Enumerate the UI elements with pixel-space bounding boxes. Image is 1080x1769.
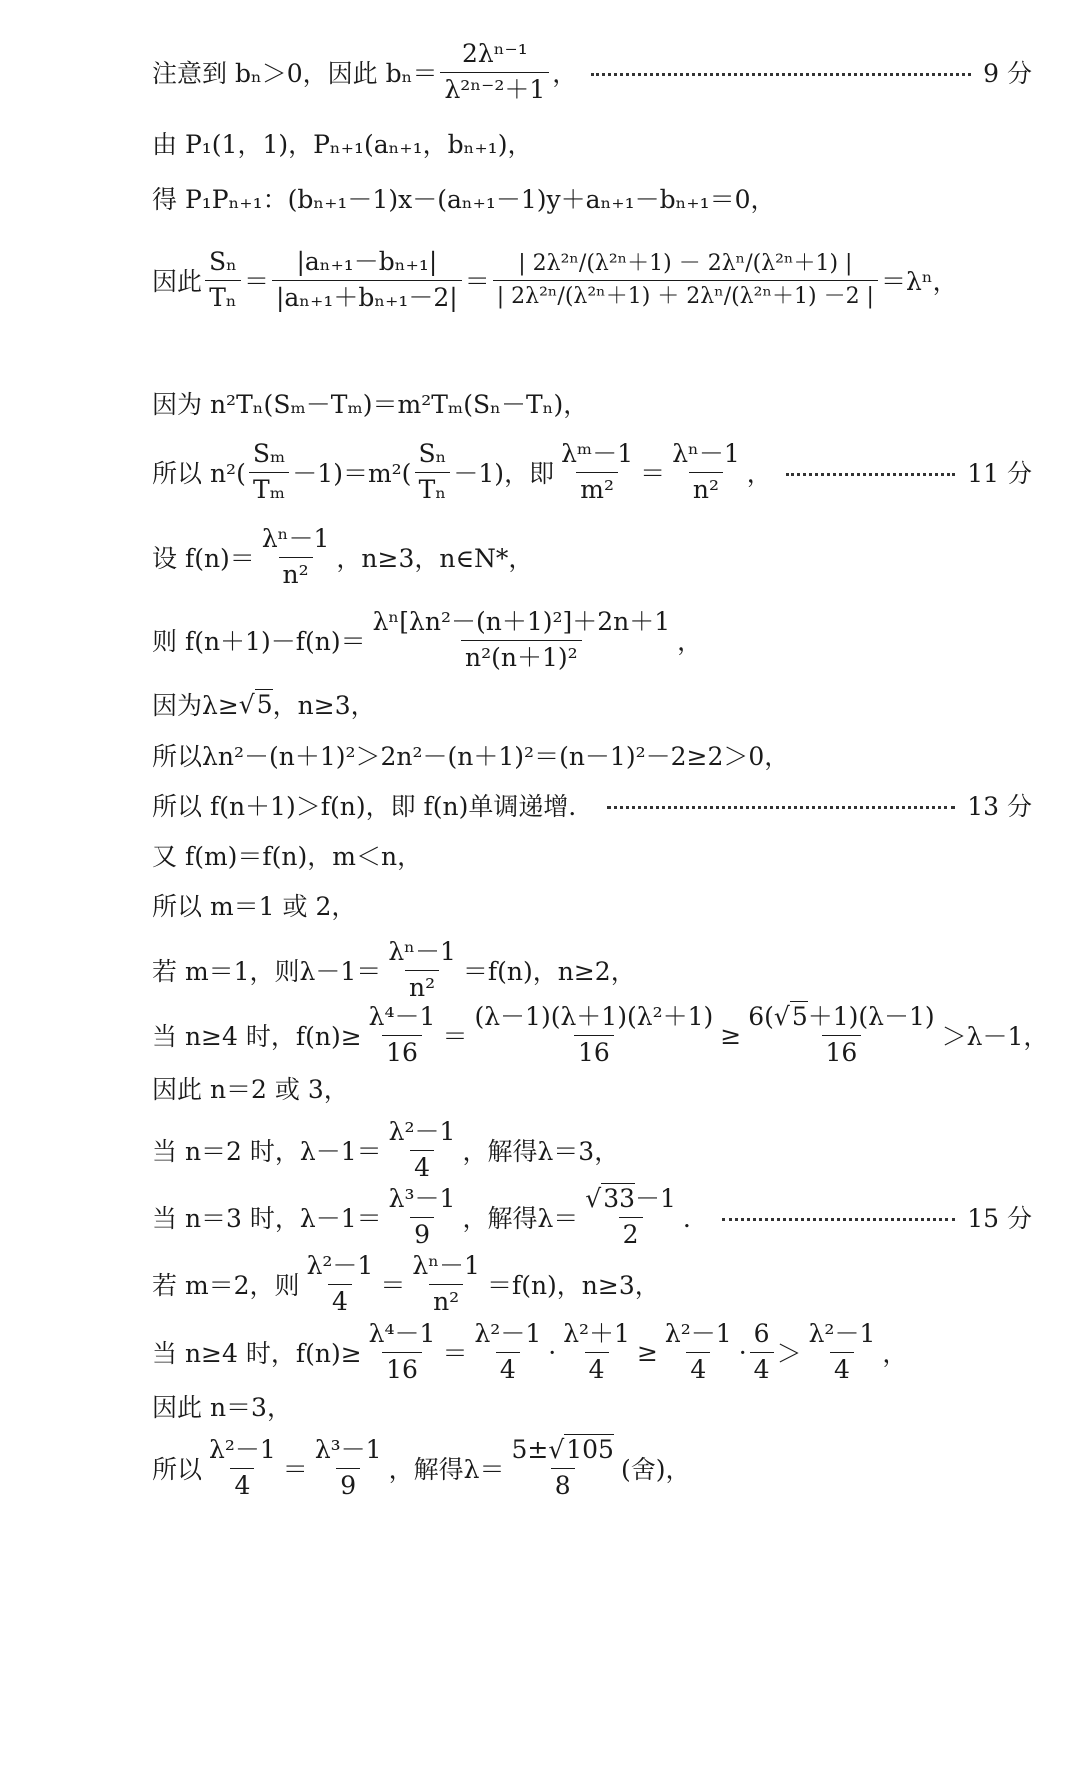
line-m-values: 所以 m＝1 或 2， — [152, 892, 357, 921]
line-inequality: 所以λn²－(n＋1)²＞2n²－(n＋1)²＝(n－1)²－2≥2＞0， — [152, 742, 790, 771]
fraction: $\frac{\text{λ⁴－1}}{16}$ — [368, 1319, 436, 1384]
fraction: $\frac{\text{λ²－1}}{4}$ — [474, 1319, 542, 1384]
score-label: 9 分 — [983, 59, 1032, 89]
fraction: $\frac{\text{λ²－1}}{4}$ — [808, 1319, 876, 1384]
line-text: 注意到 bₙ＞0，因此 bₙ＝ — [152, 59, 438, 89]
fraction: $\frac{\text{λⁿ－1}}{\text{n²}}$ — [672, 439, 740, 504]
line-final-solution: 所以 $\frac{\text{λ²－1}}{4}$ ＝ $\frac{\text{λ³－1}}{9}$ ，解得λ＝ $\frac{5\pm√105}{8}$ (舍)， — [152, 1435, 691, 1500]
fraction: $\frac{\text{λ²＋1}}{4}$ — [563, 1319, 630, 1384]
fraction: $\frac{√33-1}{2}$ — [585, 1184, 676, 1249]
line-case-m1: 若 m＝1，则λ－1＝ $\frac{\text{λⁿ－1}}{\text{n²}}$ ＝f(n)，n≥2， — [152, 937, 636, 1002]
fraction: $\frac{\text{λⁿ－1}}{\text{n²}}$ — [412, 1251, 480, 1316]
fraction: $\frac{6(√5+1)(\lambda-1)}{16}$ — [748, 1002, 935, 1067]
fraction: $\frac{\text{λ²－1}}{4}$ — [388, 1117, 456, 1182]
fraction: $\frac{\text{λⁿ－1}}{\text{n²}}$ — [388, 937, 456, 1002]
line-difference: 则 f(n＋1)－f(n)＝ $\frac{\text{λⁿ[λn²－(n＋1)²]＋2n＋1}}{\text{n²(n＋1)²}}$ ， — [152, 607, 703, 672]
line-case-n4-m1: 当 n≥4 时，f(n)≥ $\frac{\text{λ⁴－1}}{16}$ ＝ $\frac{\text{(λ－1)(λ＋1)(λ²＋1)}}{16}$ ≥ $\frac{6(√5+1)(\lambda-1)}{16}$ ＞λ－1， — [152, 1002, 1049, 1067]
fraction: $\frac{5\pm√105}{8}$ — [511, 1435, 614, 1500]
fraction: $\frac{\text{|aₙ₊₁－bₙ₊₁|}}{\text{|aₙ₊₁＋bₙ₊₁－2|}}$ — [272, 248, 462, 313]
fraction: $\frac{\text{2λⁿ⁻¹}}{\text{λ²ⁿ⁻²＋1}}$ — [440, 40, 549, 105]
line-points: 由 P₁(1，1)，Pₙ₊₁(aₙ₊₁，bₙ₊₁)， — [152, 130, 533, 159]
line-lambda-bound: 因为λ≥ √ 5 ，n≥3， — [152, 689, 376, 720]
line-ratio-sn-tn: 因此 $\frac{\text{Sₙ}}{\text{Tₙ}}$ ＝ $\frac{\text{|aₙ₊₁－bₙ₊₁|}}{\text{|aₙ₊₁＋bₙ₊₁－2|}}$ ＝ $\frac{\text{| 2λ²ⁿ/(λ²ⁿ＋1) － 2λⁿ/(λ²ⁿ＋1) |}}{\text{| 2λ²ⁿ/(λ²ⁿ＋1) ＋ 2λⁿ/(λ²ⁿ＋1) －2 |}}$ ＝λⁿ， — [152, 247, 958, 312]
dot-leader — [786, 473, 955, 476]
line-bn-formula: 注意到 bₙ＞0，因此 bₙ＝ $\frac{\text{2λⁿ⁻¹}}{\text{λ²ⁿ⁻²＋1}}$ ， 9 分 — [152, 39, 1032, 104]
fraction: $\frac{6}{4}$ — [750, 1320, 774, 1385]
score-label: 15 分 — [967, 1204, 1032, 1234]
fraction: $\frac{\text{λᵐ－1}}{\text{m²}}$ — [561, 439, 634, 504]
line-case-n3: 当 n＝3 时，λ－1＝ $\frac{\text{λ³－1}}{9}$ ，解得λ＝ $\frac{√33-1}{2}$ ． 15 分 — [152, 1184, 1032, 1249]
score-label: 13 分 — [967, 792, 1032, 821]
fraction: $\frac{\text{Sₙ}}{\text{Tₙ}}$ — [205, 248, 241, 313]
fraction: $\frac{\text{λ⁴－1}}{16}$ — [368, 1002, 436, 1067]
line-equation-of-line: 得 P₁Pₙ₊₁：(bₙ₊₁－1)x－(aₙ₊₁－1)y＋aₙ₊₁－bₙ₊₁＝0， — [152, 185, 776, 214]
dot-leader — [591, 73, 971, 76]
fraction: $\frac{\text{Sₘ}}{\text{Tₘ}}$ — [249, 440, 289, 505]
line-monotone: 所以 f(n＋1)＞f(n)，即 f(n)单调递增． 13 分 — [152, 787, 1032, 823]
line-case-m2: 若 m＝2，则 $\frac{\text{λ²－1}}{4}$ ＝ $\frac{\text{λⁿ－1}}{\text{n²}}$ ＝f(n)，n≥3， — [152, 1251, 660, 1316]
dot-leader — [722, 1218, 955, 1221]
line-given-relation: 因为 n²Tₙ(Sₘ－Tₘ)＝m²Tₘ(Sₙ－Tₙ)， — [152, 390, 589, 419]
fraction: $\frac{\text{λ³－1}}{9}$ — [314, 1435, 382, 1500]
fraction: $\frac{\text{| 2λ²ⁿ/(λ²ⁿ＋1) － 2λⁿ/(λ²ⁿ＋1) |}}{\text{| 2λ²ⁿ/(λ²ⁿ＋1) ＋ 2λⁿ/(λ²ⁿ＋1) －2 |}}$ — [493, 251, 878, 309]
fraction: $\frac{\text{(λ－1)(λ＋1)(λ²＋1)}}{16}$ — [474, 1002, 714, 1067]
score-label: 11 分 — [967, 459, 1032, 489]
line-define-f: 设 f(n)＝ $\frac{\text{λⁿ－1}}{\text{n²}}$ ，n≥3，n∈N*， — [152, 524, 534, 589]
line-derived-relation: 所以 n²( $\frac{\text{Sₘ}}{\text{Tₘ}}$ －1)＝m²( $\frac{\text{Sₙ}}{\text{Tₙ}}$ －1)，即 $\frac{\text{λᵐ－1}}{\text{m²}}$ ＝ $\frac{\text{λⁿ－1}}{\text{n²}}$ ， 11 分 — [152, 439, 1032, 504]
fraction: $\frac{\text{λ²－1}}{4}$ — [306, 1251, 374, 1316]
line-case-n4-m2: 当 n≥4 时，f(n)≥ $\frac{\text{λ⁴－1}}{16}$ ＝ $\frac{\text{λ²－1}}{4}$ · $\frac{\text{λ²＋1}}{4}$ ≥ $\frac{\text{λ²－1}}{4}$ · $\frac{6}{4}$ ＞ $\frac{\text{λ²－1}}{4}$ ， — [152, 1319, 908, 1384]
fraction: $\frac{\text{λⁿ－1}}{\text{n²}}$ — [261, 524, 330, 589]
line-n-equals-3: 因此 n＝3， — [152, 1393, 292, 1422]
fraction: $\frac{\text{λ²－1}}{4}$ — [209, 1435, 276, 1500]
fraction: $\frac{\text{λ²－1}}{4}$ — [664, 1319, 732, 1384]
line-n-values: 因此 n＝2 或 3， — [152, 1075, 349, 1104]
fraction: $\frac{\text{λ³－1}}{9}$ — [388, 1184, 456, 1249]
line-case-n2: 当 n＝2 时，λ－1＝ $\frac{\text{λ²－1}}{4}$ ，解得λ＝3， — [152, 1117, 620, 1182]
line-fm-fn: 又 f(m)＝f(n)，m＜n， — [152, 842, 423, 871]
dot-leader — [607, 806, 955, 809]
fraction: $\frac{\text{λⁿ[λn²－(n＋1)²]＋2n＋1}}{\text{n²(n＋1)²}}$ — [372, 607, 671, 672]
fraction: $\frac{\text{Sₙ}}{\text{Tₙ}}$ — [414, 440, 450, 505]
